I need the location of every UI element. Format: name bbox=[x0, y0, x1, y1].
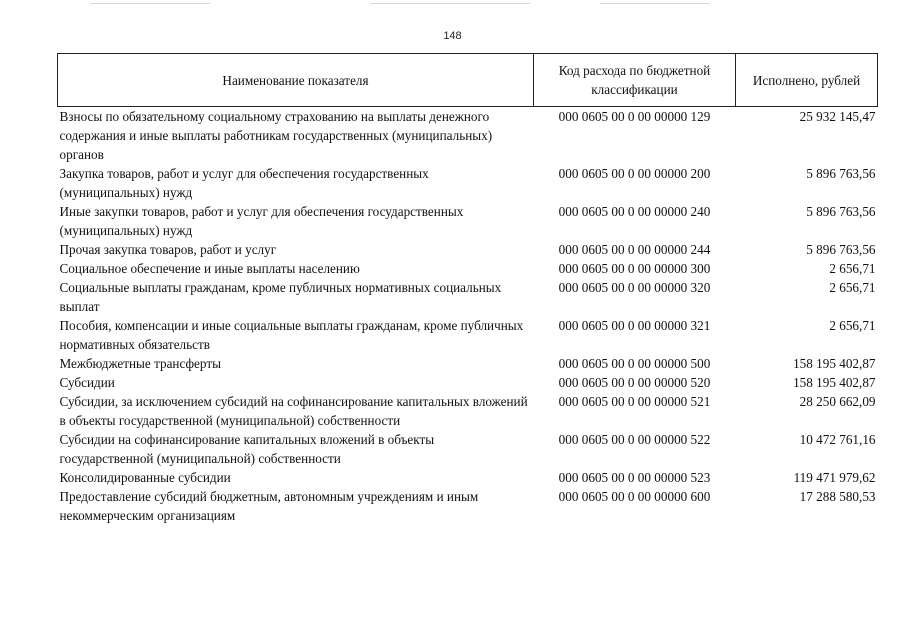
row-code: 000 0605 00 0 00 00000 320 bbox=[558, 280, 711, 295]
row-code: 000 0605 00 0 00 00000 523 bbox=[558, 470, 711, 485]
row-name: Предоставление субсидий бюджетным, автономным учреждениям и иным некоммерческим организациям bbox=[59, 489, 479, 523]
table-row bbox=[58, 164, 878, 202]
row-amount: 25 932 145,47 bbox=[799, 109, 876, 124]
table-row bbox=[58, 392, 878, 430]
table-row bbox=[58, 373, 878, 392]
row-amount: 28 250 662,09 bbox=[799, 394, 876, 409]
row-name: Пособия, компенсации и иные социальные выплаты гражданам, кроме публичных нормативных обязательств bbox=[59, 318, 524, 352]
row-code: 000 0605 00 0 00 00000 321 bbox=[558, 318, 711, 333]
row-code: 000 0605 00 0 00 00000 520 bbox=[558, 375, 711, 390]
column-header-code: Код расхода по бюджетной классификации bbox=[534, 54, 736, 107]
table-row bbox=[58, 468, 878, 487]
row-code: 000 0605 00 0 00 00000 129 bbox=[558, 109, 711, 124]
row-name: Прочая закупка товаров, работ и услуг bbox=[59, 242, 277, 257]
row-code: 000 0605 00 0 00 00000 200 bbox=[558, 166, 711, 181]
row-name: Взносы по обязательному социальному страхованию на выплаты денежного содержания и иные выплаты работникам государственных (муниципальных) органов bbox=[59, 109, 493, 162]
row-name: Субсидии bbox=[59, 375, 115, 390]
table-header bbox=[58, 54, 878, 107]
row-name: Закупка товаров, работ и услуг для обеспечения государственных (муниципальных) нужд bbox=[59, 166, 429, 200]
table-row bbox=[58, 430, 878, 468]
table-row bbox=[58, 278, 878, 316]
row-name: Субсидии на софинансирование капитальных вложений в объекты государственной (муниципальной) собственности bbox=[59, 432, 435, 466]
row-code: 000 0605 00 0 00 00000 300 bbox=[558, 261, 711, 276]
table-row bbox=[58, 487, 878, 525]
scan-artifact-line bbox=[600, 3, 710, 4]
table-row bbox=[58, 316, 878, 354]
row-name: Субсидии, за исключением субсидий на софинансирование капитальных вложений в объекты государственной (муниципальной) собственности bbox=[59, 394, 528, 428]
row-amount: 17 288 580,53 bbox=[799, 489, 876, 504]
row-amount: 2 656,71 bbox=[829, 280, 876, 295]
row-amount: 5 896 763,56 bbox=[806, 204, 876, 219]
budget-execution-table bbox=[57, 53, 878, 525]
table-row bbox=[58, 240, 878, 259]
row-amount: 5 896 763,56 bbox=[806, 166, 876, 181]
table-row bbox=[58, 107, 878, 165]
row-amount: 2 656,71 bbox=[829, 261, 876, 276]
scan-artifact-line bbox=[370, 3, 530, 4]
row-code: 000 0605 00 0 00 00000 244 bbox=[558, 242, 711, 257]
row-amount: 158 195 402,87 bbox=[793, 356, 876, 371]
table-body bbox=[58, 107, 878, 526]
row-amount: 5 896 763,56 bbox=[806, 242, 876, 257]
row-code: 000 0605 00 0 00 00000 522 bbox=[558, 432, 711, 447]
row-name: Межбюджетные трансферты bbox=[59, 356, 221, 371]
row-name: Социальное обеспечение и иные выплаты населению bbox=[59, 261, 360, 276]
row-amount: 10 472 761,16 bbox=[799, 432, 876, 447]
row-code: 000 0605 00 0 00 00000 500 bbox=[558, 356, 711, 371]
table-row bbox=[58, 259, 878, 278]
row-code: 000 0605 00 0 00 00000 240 bbox=[558, 204, 711, 219]
table-header-row bbox=[58, 54, 878, 107]
row-code: 000 0605 00 0 00 00000 521 bbox=[558, 394, 711, 409]
row-name: Иные закупки товаров, работ и услуг для обеспечения государственных (муниципальных) нужд bbox=[59, 204, 464, 238]
row-name: Консолидированные субсидии bbox=[59, 470, 231, 485]
row-code: 000 0605 00 0 00 00000 600 bbox=[558, 489, 711, 504]
page-number: 148 bbox=[443, 30, 462, 42]
table-row bbox=[58, 202, 878, 240]
column-header-amount: Исполнено, рублей bbox=[736, 54, 878, 107]
row-amount: 119 471 979,62 bbox=[793, 470, 876, 485]
row-name: Социальные выплаты гражданам, кроме публичных нормативных социальных выплат bbox=[59, 280, 502, 314]
row-amount: 2 656,71 bbox=[829, 318, 876, 333]
table-row bbox=[58, 354, 878, 373]
row-amount: 158 195 402,87 bbox=[793, 375, 876, 390]
column-header-name: Наименование показателя bbox=[58, 54, 534, 107]
scan-artifact-line bbox=[90, 3, 210, 4]
